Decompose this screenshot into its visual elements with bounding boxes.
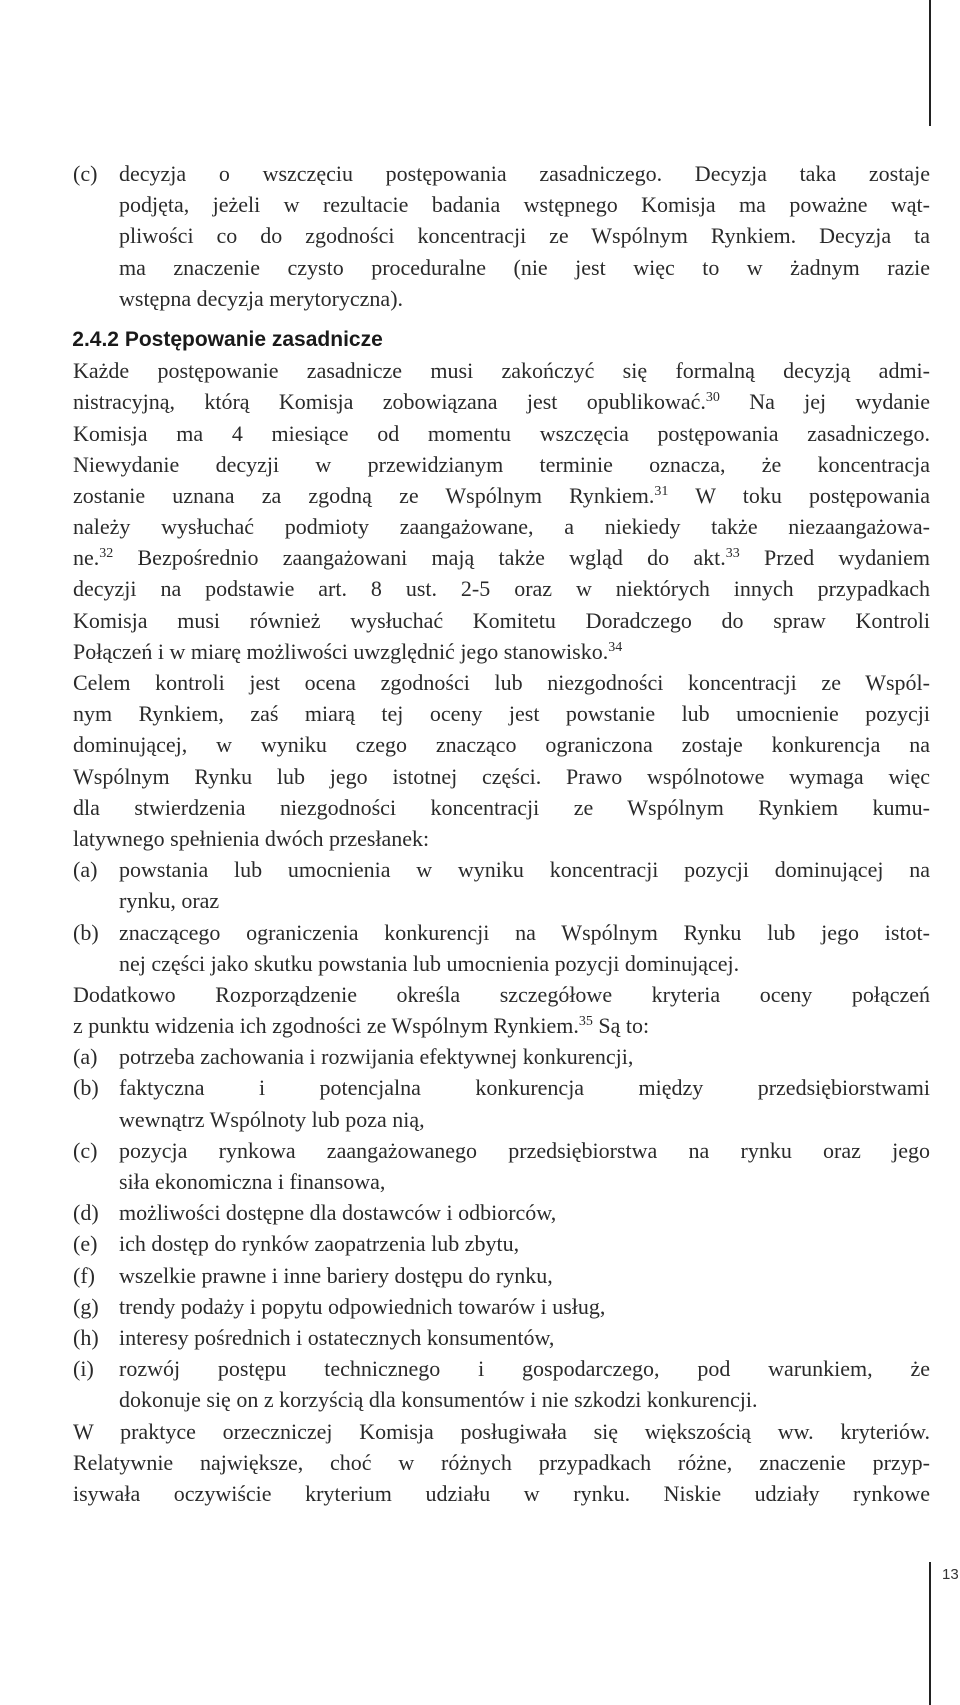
text-line [73, 917, 930, 948]
text-line [73, 1478, 930, 1509]
list-text: decyzja o wszczęciu postępowania zasadniczego. Decyzja taka zostaje [119, 161, 930, 186]
text-line [73, 386, 930, 417]
list-label: (h) [73, 1324, 99, 1350]
paragraph-practice [73, 1416, 930, 1510]
text-run: isywała oczywiście kryterium udziału w rynku. Niskie udziały rynkowe [73, 1480, 930, 1506]
list-text: pozycja rynkowa zaangażowanego przedsiębiorstwa na rynku oraz jego [119, 1137, 930, 1163]
text-line [73, 698, 930, 729]
text-run: należy wysłuchać podmioty zaangażowane, a niekiedy także niezaangażowa- [73, 514, 930, 540]
footnote-ref: 35 [578, 1014, 593, 1030]
conditions-list [73, 854, 930, 979]
text-line [73, 761, 930, 792]
list-text: pliwości co do zgodności koncentracji ze Wspólnym Rynkiem. Decyzja ta [119, 223, 930, 249]
text-line [73, 729, 930, 760]
footnote-ref: 32 [99, 546, 114, 562]
text-line [73, 605, 930, 636]
text-line [73, 1291, 930, 1322]
text-run: ne. [73, 545, 100, 571]
list-item-c [73, 158, 930, 314]
paragraph-procedure [73, 355, 930, 667]
text-line [73, 885, 930, 916]
text-line [73, 1260, 930, 1291]
page-body [73, 158, 930, 1509]
text-line [73, 854, 930, 885]
list-label: (c) [73, 161, 98, 186]
list-text: rozwój postępu technicznego i gospodarczego, pod warunkiem, że [119, 1356, 930, 1382]
list-label: (d) [73, 1200, 99, 1226]
list-text: trendy podaży i popytu odpowiednich towarów i usług, [119, 1293, 606, 1319]
text-line [73, 1228, 930, 1259]
text-run: nym Rynkiem, zaś miarą tej oceny jest powstanie lub umocnienie pozycji [73, 701, 930, 727]
text-run: Są to: [592, 1013, 650, 1039]
page-number: 13 [942, 1566, 959, 1583]
text-line [73, 1104, 930, 1135]
criteria-list [73, 1041, 930, 1415]
text-run: Połączeń i w miarę możliwości uwzględnić jego stanowisko. [73, 638, 609, 664]
text-run: Przed wydaniem [739, 545, 931, 571]
list-text: faktyczna i potencjalna konkurencja między przedsiębiorstwami [119, 1075, 930, 1101]
text-run: dominującej, w wyniku czego znacząco ograniczona zostaje konkurencja na [73, 732, 930, 758]
list-text: podjęta, jeżeli w rezultacie badania wstępnego Komisja ma poważne wąt- [119, 192, 930, 218]
text-line [73, 1384, 930, 1415]
paragraph-control [73, 667, 930, 854]
list-label: (g) [73, 1293, 99, 1319]
list-text: potrzeba zachowania i rozwijania efektywnej konkurencji, [119, 1044, 634, 1070]
text-run: Komisja ma 4 miesiące od momentu wszczęcia postępowania zasadniczego. [73, 420, 930, 446]
list-text: możliwości dostępne dla dostawców i odbiorców, [119, 1200, 557, 1226]
list-text: siła ekonomiczna i finansowa, [119, 1169, 386, 1194]
list-text: interesy pośrednich i ostatecznych konsumentów, [119, 1324, 555, 1350]
list-text: nej części jako skutku powstania lub umocnienia pozycji dominującej. [119, 950, 740, 976]
text-line [73, 1197, 930, 1228]
text-line [73, 283, 930, 314]
text-line [73, 418, 930, 449]
text-run: Na jej wydanie [719, 389, 930, 415]
list-label: (a) [73, 1044, 98, 1070]
list-label: (e) [73, 1231, 98, 1257]
text-run: W praktyce orzeczniczej Komisja posługiwała się większością ww. kryteriów. [73, 1418, 930, 1444]
text-line [73, 1041, 930, 1072]
text-run: Relatywnie największe, choć w różnych przypadkach różne, znaczenie przyp- [73, 1449, 930, 1475]
text-run: Celem kontroli jest ocena zgodności lub niezgodności koncentracji ze Wspól- [73, 670, 930, 695]
text-line [73, 189, 930, 220]
text-run: Bezpośrednio zaangażowani mają także wgląd do akt. [113, 545, 726, 571]
list-text: powstania lub umocnienia w wyniku koncentracji pozycji dominującej na [119, 857, 930, 883]
text-line [73, 220, 930, 251]
list-text: ma znaczenie czysto proceduralne (nie jest więc to w żadnym razie [119, 254, 930, 280]
text-line [73, 823, 930, 854]
text-run: Komisja musi również wysłuchać Komitetu Doradczego do spraw Kontroli [73, 607, 930, 633]
list-label: (b) [73, 919, 99, 945]
paragraph-criteria-intro [73, 979, 930, 1041]
footnote-ref: 34 [608, 639, 623, 655]
margin-rule-bottom [929, 1562, 931, 1705]
text-line [73, 573, 930, 604]
text-line [73, 1135, 930, 1166]
text-line [73, 1353, 930, 1384]
text-run: nistracyjną, którą Komisja zobowiązana jest opublikować. [73, 389, 706, 415]
text-line [73, 1322, 930, 1353]
list-label: (f) [73, 1262, 95, 1288]
section-number: 2.4.2 [72, 327, 119, 351]
text-run: W toku postępowania [668, 482, 930, 508]
text-line [73, 449, 930, 480]
list-text: dokonuje się on z korzyścią dla konsumentów i nie szkodzi konkurencji. [119, 1387, 758, 1413]
list-text: wewnątrz Wspólnoty lub poza nią, [119, 1106, 425, 1132]
text-line [73, 1166, 930, 1197]
margin-rule-top [929, 0, 931, 126]
text-run: decyzji na podstawie art. 8 ust. 2-5 oraz w niektórych innych przypadkach [73, 576, 930, 602]
text-line [73, 355, 930, 386]
text-line [73, 948, 930, 979]
text-line [73, 1416, 930, 1447]
text-line [73, 792, 930, 823]
text-line [73, 636, 930, 667]
text-line [73, 542, 930, 573]
list-label: (a) [73, 857, 98, 883]
list-text: rynku, oraz [119, 888, 220, 914]
text-run: latywnego spełnienia dwóch przesłanek: [73, 825, 430, 851]
section-heading [73, 324, 930, 355]
text-run: Każde postępowanie zasadnicze musi zakończyć się formalną decyzją admi- [73, 358, 930, 384]
text-line [73, 1447, 930, 1478]
text-run: zostanie uznana za zgodną ze Wspólnym Rynkiem. [73, 482, 655, 508]
section-title: Postępowanie zasadnicze [124, 327, 383, 351]
list-text: wstępna decyzja merytoryczna). [119, 285, 404, 311]
text-line [73, 1010, 930, 1041]
text-run: Wspólnym Rynku lub jego istotnej części. Prawo wspólnotowe wymaga więc [73, 763, 930, 789]
footnote-ref: 31 [654, 483, 669, 499]
list-text: wszelkie prawne i inne bariery dostępu do rynku, [119, 1262, 553, 1288]
text-line [73, 158, 930, 189]
text-line [73, 1072, 930, 1103]
list-text: ich dostęp do rynków zaopatrzenia lub zbytu, [119, 1231, 520, 1257]
footnote-ref: 33 [725, 546, 740, 562]
text-line [73, 480, 930, 511]
list-label: (b) [73, 1075, 99, 1101]
text-line [73, 979, 930, 1010]
list-text: znaczącego ograniczenia konkurencji na Wspólnym Rynku lub jego istot- [119, 919, 930, 945]
list-label: (c) [73, 1137, 98, 1163]
text-run: z punktu widzenia ich zgodności ze Wspólnym Rynkiem. [73, 1013, 579, 1039]
footnote-ref: 30 [705, 390, 720, 406]
text-run: Dodatkowo Rozporządzenie określa szczegółowe kryteria oceny połączeń [73, 981, 930, 1007]
text-line [73, 252, 930, 283]
list-label: (i) [73, 1356, 94, 1382]
text-run: Niewydanie decyzji w przewidzianym terminie oznacza, że koncentracja [73, 451, 930, 477]
text-run: dla stwierdzenia niezgodności koncentracji ze Wspólnym Rynkiem kumu- [73, 794, 930, 820]
text-line [73, 667, 930, 698]
text-line [73, 511, 930, 542]
